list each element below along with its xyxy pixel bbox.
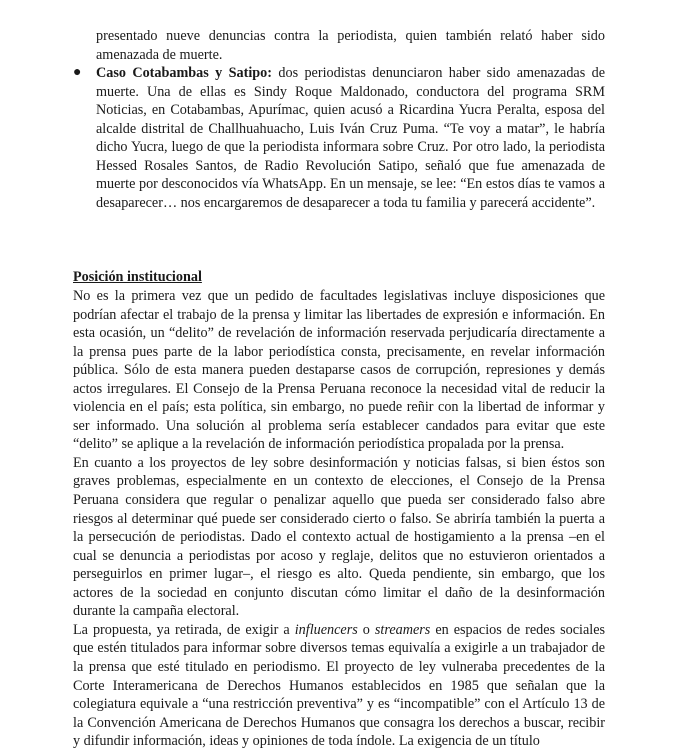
spacer xyxy=(73,212,605,268)
document-page xyxy=(73,27,605,751)
paragraph-3-text: o xyxy=(357,621,375,638)
paragraph-3-text: La propuesta, ya retirada, de exigir a xyxy=(73,621,295,638)
section-heading: Posición institucional xyxy=(73,269,202,286)
bullet-icon: ● xyxy=(73,65,82,81)
bullet-text: dos periodistas denunciaron haber sido amenazadas de muerte. Una de ellas es Sindy Roque Maldonado, conductora del programa SRM Noticias, en Cotabambas, Apurímac, quien acusó a Ricardina Yucra Peralta, esposa del alcalde distrital de Challhuahuacho, Luis Iván Cruz Puma. “Te voy a matar”, le habría dicho Yucra, luego de que la periodista informara sobre Cruz. Por otro lado, la periodista Hessed Rosales Santos, de Radio Revolución Satipo, señaló que fue amenazada de muerte por desconocidos vía WhatsApp. En un mensaje, se lee: “En estos días te vamos a desaparecer… nos encargaremos de desaparecer a toda tu familia y parecerá accidente”. xyxy=(96,65,605,211)
italic-influencers: influencers xyxy=(294,621,358,638)
paragraph-3 xyxy=(73,621,605,751)
bullet-title: Caso Cotabambas y Satipo: xyxy=(96,65,272,82)
paragraph-3-text: en espacios de redes sociales que estén titulados para informar sobre diversos temas equivalía a exigirle a un trabajador de la prensa que esté titulado en periodismo. El proyecto de ley vulneraba precedentes de la Corte Interamericana de Derechos Humanos establecidos en 1985 que señalan que la colegiatura equivale a “una restricción preventiva” y es “incompatible” con el Artículo 13 de la Convención Americana de Derechos Humanos que consagra los derechos a buscar, recibir y difundir información, ideas y opiniones de toda índole. La exigencia de un título xyxy=(73,621,606,750)
bullet-item-cotabambas-satipo xyxy=(73,64,605,212)
continued-paragraph: presentado nueve denuncias contra la periodista, quien también relató haber sido amenazada de muerte. xyxy=(96,28,605,63)
paragraph-1: No es la primera vez que un pedido de facultades legislativas incluye disposiciones que podrían afectar el trabajo de la prensa y limitar las libertades de expresión e información. En esta ocasión, un “delito” de revelación de información reservada perjudicaría directamente a la prensa pues parte de la labor periodística consta, precisamente, en revelar información pública. Sólo de esta manera pueden destaparse casos de corrupción, represiones y demás actos irregulares. El Consejo de la Prensa Peruana reconoce la necesidad vital de reducir la violencia en el país; esta política, sin embargo, no puede reñir con la libertad de informar y ser informado. Una solución al problema sería establecer candados para evitar que este “delito” se aplique a la revelación de información periodística propalada por la prensa. xyxy=(73,288,605,453)
paragraph-2: En cuanto a los proyectos de ley sobre desinformación y noticias falsas, si bien éstos son graves problemas, especialmente en un contexto de elecciones, el Consejo de la Prensa Peruana considera que regular o penalizar aquello que pueda ser considerado falso abre riesgos al determinar qué puede ser considerado cierto o falso. Se abriría también la puerta a la persecución de periodistas. Dado el contexto actual de hostigamiento a la prensa –en el cual se denuncia a periodistas por acoso y reglaje, delitos que no estuvieron orientados a perseguirlos en primer lugar–, el riesgo es alto. Queda pendiente, sin embargo, que los actores de la sociedad en conjunto discutan cómo limitar el daño de la desinformación durante la campaña electoral. xyxy=(73,454,605,620)
italic-streamers: streamers xyxy=(374,621,431,638)
